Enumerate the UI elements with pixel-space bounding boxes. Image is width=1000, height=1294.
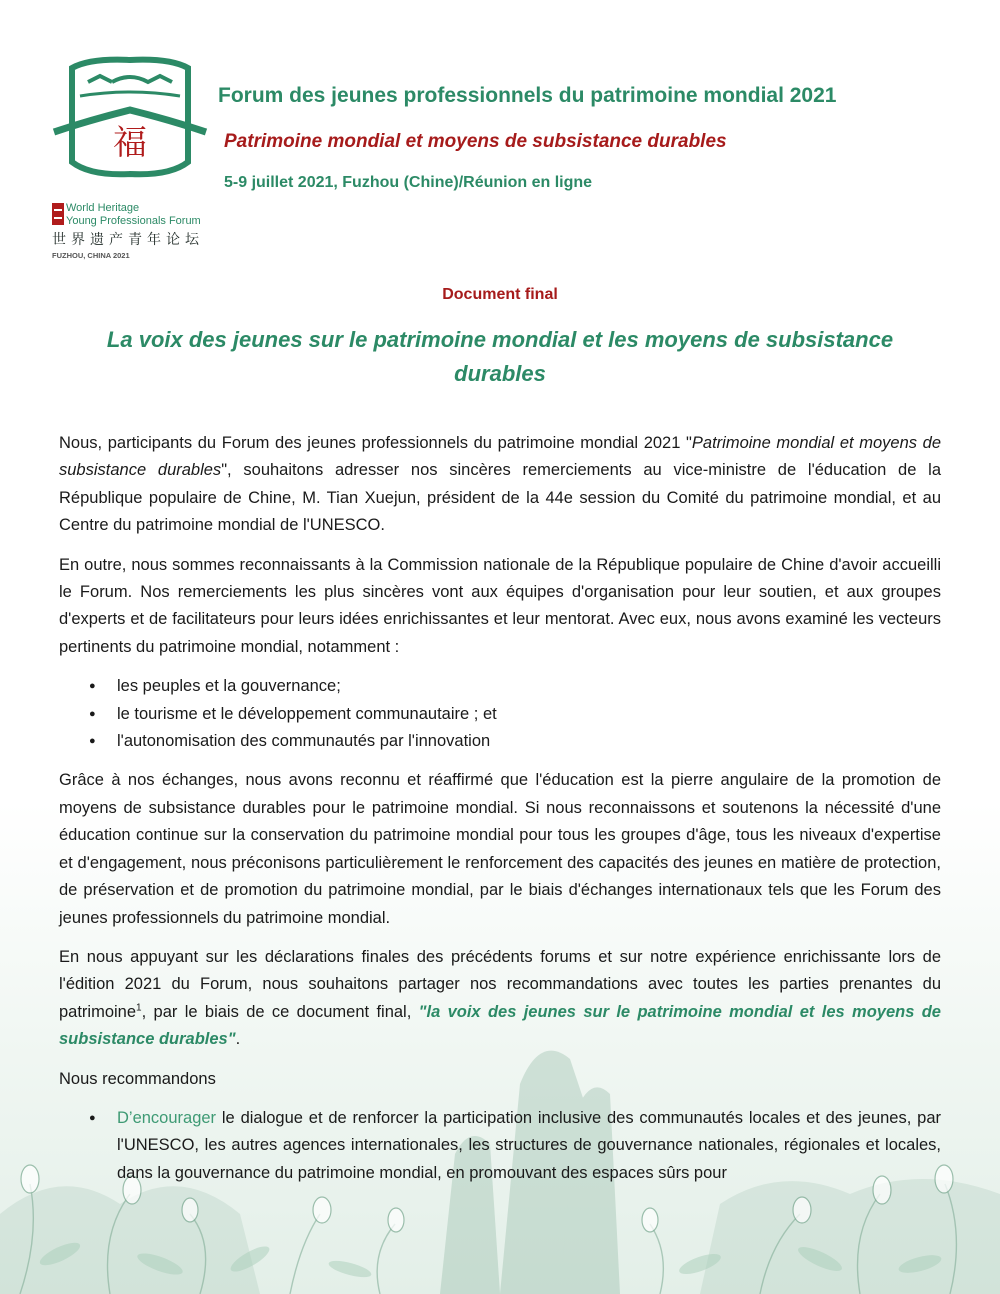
list-item: ● le tourisme et le développement communautaire ; et [117,701,941,728]
logo-caption-city: FUZHOU, CHINA 2021 [52,251,130,260]
footnote-marker[interactable]: 1 [136,1002,142,1014]
recommendation-verb: D’encourager [117,1108,217,1127]
logo-caption [52,202,222,261]
paragraph-education: Grâce à nos échanges, nous avons reconnu et réaffirmé que l'éducation est la pierre angulaire de la promotion de moyens de subsistance durables pour le patrimoine mondial. Si nous reconnaissons et soutenons la nécessité d'une éducation continue sur la conservation du patrimoine mondial pour tous les groupes d'âge, tous les niveaux d'expertise et d'engagement, nous préconisons particulièrement le renforcement des capacités des jeunes en matière de protection, de préservation et de promotion du patrimoine mondial, par le biais d'échanges internationaux tels que les Forum des jeunes professionnels du patrimoine mondial. [59,771,941,927]
recommendations-list [59,1105,941,1187]
paragraph-gratitude: En outre, nous sommes reconnaissants à la Commission nationale de la République populaire de Chine d'avoir accueilli le Forum. Nos remerciements les plus sincères vont aux équipes d'organisation pour leur soutien, et aux groupes d'experts et de facilitateurs pour leurs idées enrichissantes et leur mentorat. Avec eux, nous avons examiné les vecteurs pertinents du patrimoine mondial, notamment : [59,555,941,656]
list-item: ● l'autonomisation des communautés par l'innovation [117,728,941,755]
paragraph-acknowledgements: Nous, participants du Forum des jeunes professionnels du patrimoine mondial 2021 "Patrimoine mondial et moyens de subsistance durables", souhaitons adresser nos sincères remerciements au vice-ministre de l'éducation de la République populaire de Chine, M. Tian Xuejun, président de la 44e session du Comité du patrimoine mondial, et au Centre du patrimoine mondial de l'UNESCO. [59,434,942,535]
list-item: ● les peuples et la gouvernance; [117,673,941,700]
forum-logo [50,50,210,185]
forum-date-location: 5-9 juillet 2021, Fuzhou (Chine)/Réunion en ligne [224,174,593,191]
document-title: La voix des jeunes sur le patrimoine mondial et les moyens de subsistance durables [106,327,894,386]
forum-theme: Patrimoine mondial et moyens de subsistance durables [224,131,727,152]
document-quote: "la voix des jeunes sur le patrimoine mondial et les moyens de subsistance durables" [59,1002,941,1049]
logo-glyph: 福 [113,123,147,163]
forum-title: Forum des jeunes professionnels du patrimoine mondial 2021 [218,84,837,107]
vectors-list [59,673,941,755]
logo-flag-icon [52,203,64,225]
logo-caption-line2: Young Professionals Forum [66,215,201,227]
paragraph-recommendations-intro: En nous appuyant sur les déclarations finales des précédents forums et sur notre expérience enrichissante lors de l'édition 2021 du Forum, nous souhaitons partager nos recommandations avec toutes les parties prenantes du patrimoine$^1$, par le biais de ce document final, "la voix des jeunes sur le patrimoine mondial et les moyens de subsistance durables". [59,947,941,1049]
paragraph-we-recommend: Nous recommandons [59,1069,216,1088]
document-body [59,430,941,1199]
logo-caption-line1: World Heritage [66,202,140,214]
logo-caption-chinese: 世界遗产青年论坛 [52,232,204,248]
list-item: ● D’encourager le dialogue et de renforcer la participation inclusive des communautés locales et des jeunes, par l'UNESCO, les autres agences internationales, les structures de gouvernance nationales, régionales et locales, dans la gouvernance du patrimoine mondial, en promouvant des espaces sûrs pour [117,1105,941,1187]
document-type: Document final [442,286,558,303]
theme-italic: Patrimoine mondial et moyens de subsistance durables [59,434,942,480]
